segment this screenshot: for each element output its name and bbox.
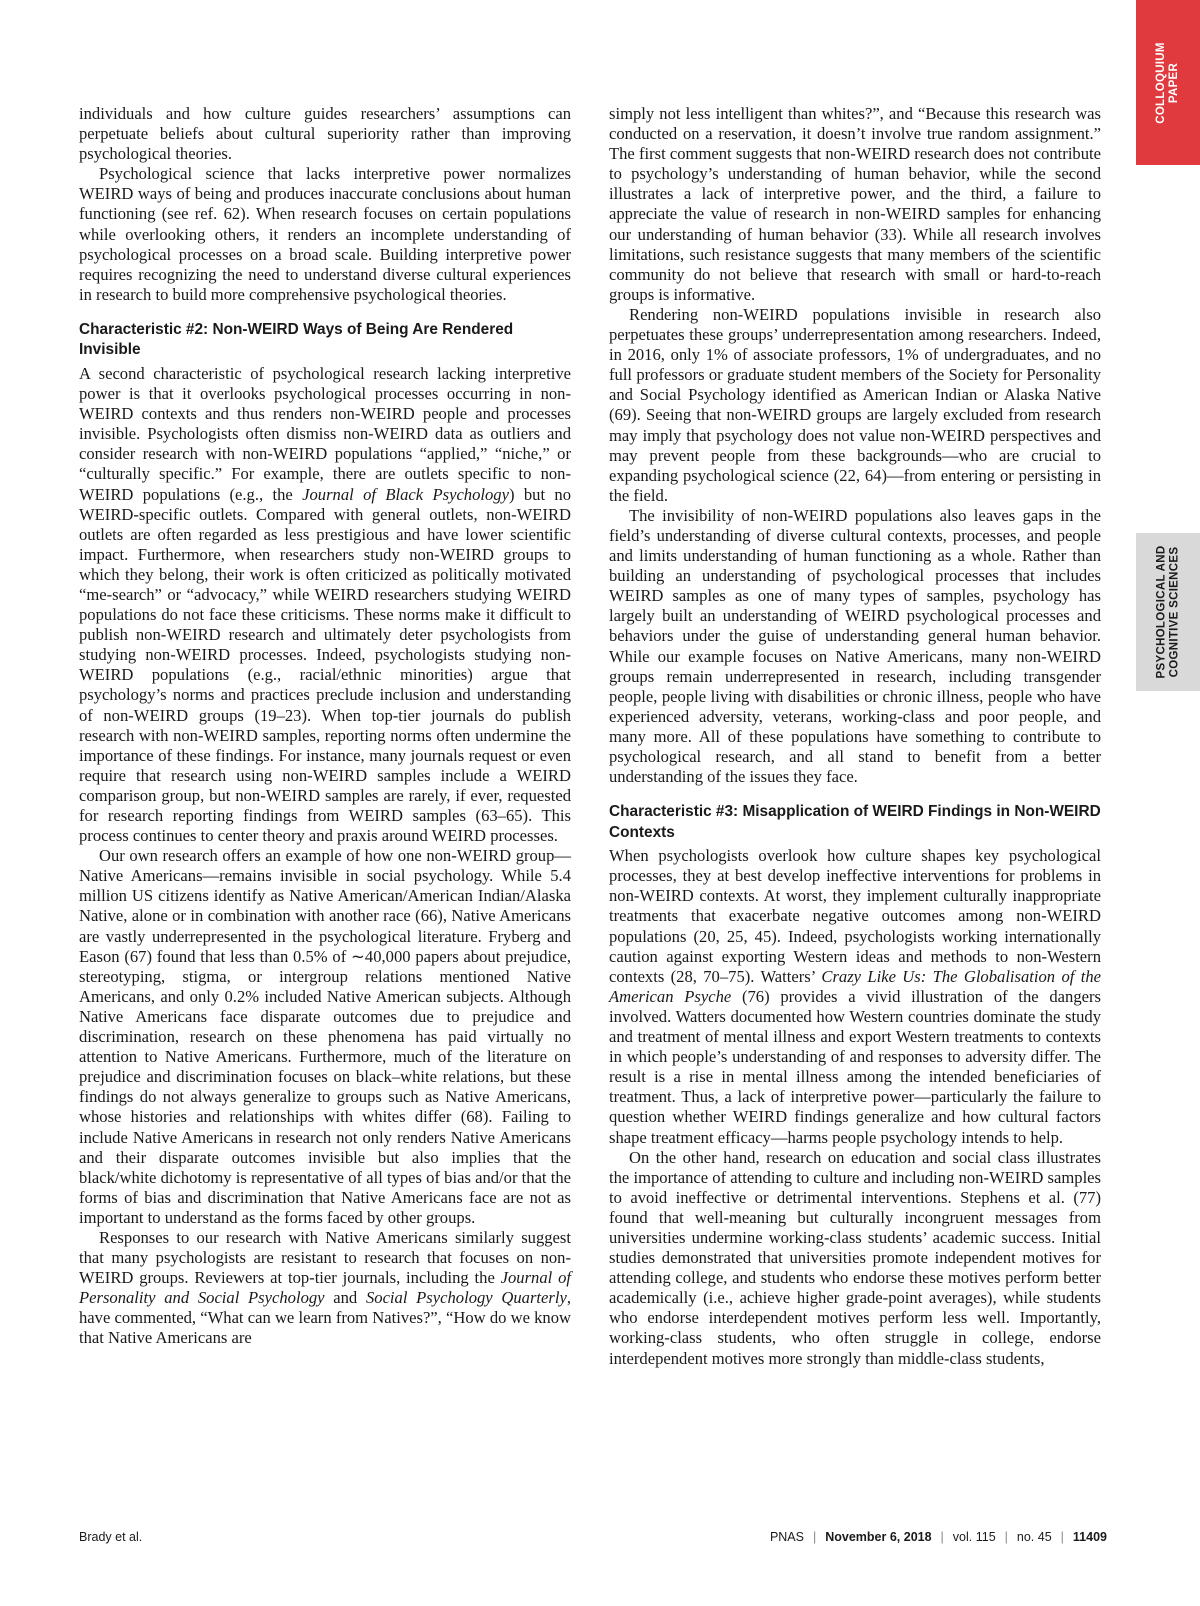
section-category-tab — [1136, 533, 1200, 691]
footer-page-number: 11409 — [1072, 1530, 1107, 1544]
paragraph: The invisibility of non-WEIRD populations also leaves gaps in the field’s understanding of diverse cultural contexts, processes, and people and limits understanding of human functioning as a whole. Rather than building an understanding of psychological processes that includes WEIRD samples as one of many types of samples, psychology has largely built an understanding of WEIRD psychological processes and behaviors under the guise of understanding general human behavior. While our example focuses on Native Americans, many non-WEIRD groups remain underrepresented in research, including transgender people, people living with disabilities or chronic illness, people who have experienced adversity, veterans, working-class and poor people, and many more. All of these populations have something to contribute to psychological research, and all stand to benefit from a better understanding of the issues they face. — [609, 505, 1101, 787]
paragraph: Responses to our research with Native Americans similarly suggest that many psychologists are resistant to research that focuses on non-WEIRD groups. Reviewers at top-tier journals, including the Journal of Personality and Social Psychology and Social Psychology Quarterly, have commented, “What can we learn from Natives?”, “How do we know that Native Americans are — [79, 1227, 571, 1348]
paragraph: A second characteristic of psychological research lacking interpretive power is that it overlooks psychological processes occurring in non-WEIRD contexts and thus renders non-WEIRD people and processes invisible. Psychologists often dismiss non-WEIRD data as outliers and consider research with non-WEIRD populations “applied,” “niche,” or “culturally specific.” For example, there are outlets specific to non-WEIRD populations (e.g., the Journal of Black Psychology) but no WEIRD-specific outlets. Compared with general outlets, non-WEIRD outlets are often regarded as less prestigious and have lower scientific impact. Furthermore, when researchers study non-WEIRD groups to which they belong, their work is often criticized as politically motivated “me-search” or “advocacy,” while WEIRD researchers studying WEIRD populations do not face these criticisms. These norms make it difficult to publish non-WEIRD research and ultimately deter psychologists from studying non-WEIRD processes. Indeed, psychologists studying non-WEIRD populations (e.g., racial/ethnic minorities) argue that psychology’s norms and practices preclude inclusion and understanding of non-WEIRD groups (19–23). When top-tier journals do publish research with non-WEIRD samples, reporting norms often undermine the importance of these findings. For instance, many journals request or even require that research using non-WEIRD samples include a WEIRD comparison group, but non-WEIRD samples are rarely, if ever, requested for research reporting findings from WEIRD samples (63–65). This process continues to center theory and praxis around WEIRD processes. — [79, 363, 571, 846]
footer-journal: PNAS — [769, 1530, 804, 1544]
colloquium-paper-label: COLLOQUIUM PAPER — [1155, 41, 1181, 124]
paragraph: individuals and how culture guides researchers’ assumptions can perpetuate beliefs about cultural superiority rather than improving psychological theories. — [79, 104, 571, 164]
section-heading-characteristic-2: Characteristic #2: Non-WEIRD Ways of Being Are Rendered Invisible — [79, 320, 514, 359]
book-title: Crazy Like Us: The Globalisation of the American Psyche — [609, 966, 1101, 1006]
right-column — [609, 104, 1101, 1369]
footer-volume: vol. 115 — [952, 1530, 996, 1544]
footer-citation: PNAS | November 6, 2018 | vol. 115 | no. 45 | 11409 — [769, 1530, 1107, 1544]
left-column — [79, 104, 571, 1349]
journal-title: Journal of Black Psychology — [302, 484, 509, 504]
paragraph: On the other hand, research on education and social class illustrates the importance of attending to culture and including non-WEIRD samples to avoid ineffective or detrimental interventions. Stephens et al. (77) found that well-meaning but culturally incongruent messages from universities undermine working-class students’ academic success. Initial studies demonstrated that universities promote independent motives for attending college, and students who endorse these motives perform better academically (i.e., achieve higher grade-point averages), while students who endorse interdependent motives perform less well. Importantly, working-class students, who often struggle in college, endorse interdependent motives more strongly than middle-class students, — [609, 1147, 1101, 1368]
paragraph: When psychologists overlook how culture shapes key psychological processes, they at best develop ineffective interventions for problems in non-WEIRD contexts. At worst, they implement culturally inappropriate treatments that exacerbate negative outcomes among non-WEIRD populations (20, 25, 45). Indeed, psychologists working internationally caution against exporting Western ideas and methods to non-Western contexts (28, 70–75). Watters’ Crazy Like Us: The Globalisation of the American Psyche (76) provides a vivid illustration of the dangers involved. Watters documented how Western countries dominate the study and treatment of mental illness and export Western treatments to contexts in which people’s understanding of and responses to adversity differ. The result is a rise in mental illness among the intended beneficiaries of treatment. Thus, a lack of interpretive power—particularly the failure to question whether WEIRD findings generalize and how cultural factors shape treatment efficacy—harms people psychology intends to help. — [609, 846, 1101, 1147]
paragraph: Rendering non-WEIRD populations invisible in research also perpetuates these groups’ underrepresentation among researchers. Indeed, in 2016, only 1% of associate professors, 1% of undergraduates, and no full professors or graduate student members of the Society for Personality and Social Psychology identified as American Indian or Alaska Native (69). Seeing that non-WEIRD groups are largely excluded from research may imply that psychology does not value non-WEIRD perspectives and may prevent people from these backgrounds—who are crucial to expanding psychological science (22, 64)—from entering or persisting in the field. — [609, 304, 1101, 505]
section-category-label: PSYCHOLOGICAL AND COGNITIVE SCIENCES — [1155, 545, 1181, 679]
paragraph: Psychological science that lacks interpretive power normalizes WEIRD ways of being and produces inaccurate conclusions about human functioning (see ref. 62). When research focuses on certain populations while overlooking others, it renders an incomplete understanding of psychological processes on a broad scale. Building interpretive power requires recognizing the need to understand diverse cultural experiences in research to build more comprehensive psychological theories. — [79, 164, 571, 304]
colloquium-paper-tab — [1136, 0, 1200, 165]
journal-title: Social Psychology Quarterly — [365, 1288, 567, 1308]
paragraph: Our own research offers an example of how one non-WEIRD group—Native Americans—remains invisible in social psychology. While 5.4 million US citizens identify as Native American/American Indian/Alaska Native, alone or in combination with another race (66), Native Americans are vastly underrepresented in the psychological literature. Fryberg and Eason (67) found that less than 0.5% of ∼40,000 papers about prejudice, stereotyping, stigma, or intergroup relations mentioned Native Americans, and only 0.2% included Native American subjects. Although Native Americans face disparate outcomes due to prejudice and discrimination, research on these phenomena has paid virtually no attention to Native Americans. Furthermore, much of the literature on prejudice and discrimination focuses on black–white relations, but these findings do not always generalize to groups such as Native Americans, whose histories and relationships with whites differ (68). Failing to include Native Americans in research not only renders Native Americans and their disparate outcomes invisible but also implies that the black/white dichotomy is representative of all types of bias and/or that the forms of bias and discrimination that Native Americans face are not as important to understand as the forms faced by other groups. — [79, 846, 571, 1227]
footer-authors: Brady et al. — [79, 1530, 143, 1544]
footer-date: November 6, 2018 — [825, 1530, 932, 1544]
paragraph: simply not less intelligent than whites?”, and “Because this research was conducted on a reservation, it doesn’t involve true random assignment.” The first comment suggests that non-WEIRD research does not contribute to psychology’s understanding of human behavior, while the second illustrates a lack of interpretive power, and the third, a failure to appreciate the value of research in non-WEIRD samples for enhancing our understanding of human behavior (33). While all research involves limitations, such resistance suggests that many members of the scientific community do not believe that research with small or hard-to-reach groups is informative. — [609, 104, 1101, 304]
footer-issue: no. 45 — [1016, 1530, 1052, 1544]
journal-title: Journal of Personality and Social Psychology — [79, 1268, 571, 1308]
section-heading-characteristic-3: Characteristic #3: Misapplication of WEIRD Findings in Non-WEIRD Contexts — [609, 803, 1101, 841]
